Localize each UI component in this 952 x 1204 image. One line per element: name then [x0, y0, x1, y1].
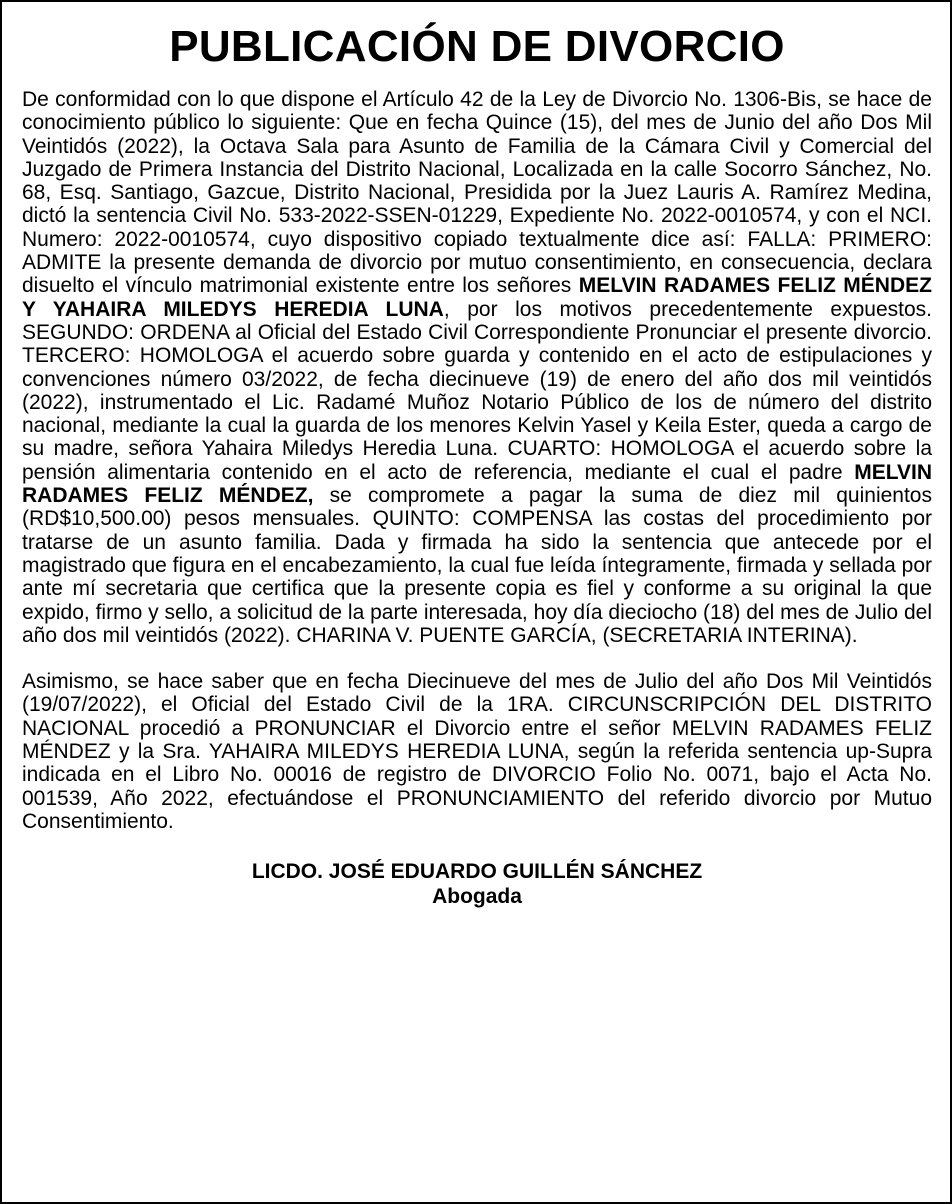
ruling-text-part-1: De conformidad con lo que dispone el Artículo 42 de la Ley de Divorcio No. 1306-Bis, se hace de conocimiento público lo siguiente: Que en fecha Quince (15), del mes de Junio del año Dos Mil Veintidós (2022), la Octava Sala para Asunto de Familia de la Cámara Civil y Comercial del Juzgado de Primera Instancia del Distrito Nacional, Localizada en la calle Socorro Sánchez, No. 68, Esq. Santiago, Gazcue, Distrito Nacional, Presidida por la Juez Lauris A. Ramírez Medina, dictó la sentencia Civil No. 533-2022-SSEN-01229, Expediente No. 2022-0010574, y con el NCI. Numero: 2022-0010574, cuyo dispositivo copiado textualmente dice así: FALLA: PRIMERO: ADMITE la presente demanda de divorcio por mutuo consentimiento, en consecuencia, declara disuelto el vínculo matrimonial existente entre los señores [22, 88, 932, 298]
pronouncement-paragraph: Asimismo, se hace saber que en fecha Diecinueve del mes de Julio del año Dos Mil Veintidós (19/07/2022), el Oficial del Estado Civil de la 1RA. CIRCUNSCRIPCIÓN DEL DISTRITO NACIONAL procedió a PRONUNCIAR el Divorcio entre el señor MELVIN RADAMES FELIZ MÉNDEZ y la Sra. YAHAIRA MILEDYS HEREDIA LUNA, según la referida sentencia up-Supra indicada en el Libro No. 00016 de registro de DIVORCIO Folio No. 0071, bajo el Acta No. 001539, Año 2022, efectuándose el PRONUNCIAMIENTO del referido divorcio por Mutuo Consentimiento. [22, 670, 932, 833]
notice-title: PUBLICACIÓN DE DIVORCIO [169, 22, 785, 71]
ruling-text-part-3: se compromete a pagar la suma de diez mil quinientos (RD$10,500.00) pesos mensuales. QUINTO: COMPENSA las costas del procedimiento por tratarse de un asunto familia. Dada y firmada ha sido la sentencia que antecede por el magistrado que figura en el encabezamiento, la cual fue leída íntegramente, firmada y sellada por ante mí secretaria que certifica que la presente copia es fiel y conforme a su original la que expido, firmo y sello, a solicitud de la parte interesada, hoy día dieciocho (18) del mes de Julio del año dos mil veintidós (2022). CHARINA V. PUENTE GARCÍA, (SECRETARIA INTERINA). [22, 484, 932, 647]
signature-role: Abogada [432, 885, 522, 909]
ruling-text-part-2: , por los motivos precedentemente expuestos. SEGUNDO: ORDENA al Oficial del Estado Civil Correspondiente Pronunciar el presente divorcio. TERCERO: HOMOLOGA el acuerdo sobre guarda y contenido en el acto de estipulaciones y convenciones número 03/2022, de fecha diecinueve (19) de enero del año dos mil veintidós (2022), instrumentado el Lic. Radamé Muñoz Notario Público de los de número del distrito nacional, mediante la cual la guarda de los menores Kelvin Yasel y Keila Ester, queda a cargo de su madre, señora Yahaira Miledys Heredia Luna. CUARTO: HOMOLOGA el acuerdo sobre la pensión alimentaria contenido en el acto de referencia, mediante el cual el padre [22, 297, 932, 484]
signature-block [22, 859, 932, 909]
signature-name: LICDO. JOSÉ EDUARDO GUILLÉN SÁNCHEZ [251, 860, 703, 884]
father-name: MELVIN RADAMES FELIZ MÉNDEZ, [22, 460, 932, 508]
parties-names: MELVIN RADAMES FELIZ MÉNDEZ Y YAHAIRA MILEDYS HEREDIA LUNA [22, 274, 932, 321]
ruling-paragraph [22, 88, 932, 647]
